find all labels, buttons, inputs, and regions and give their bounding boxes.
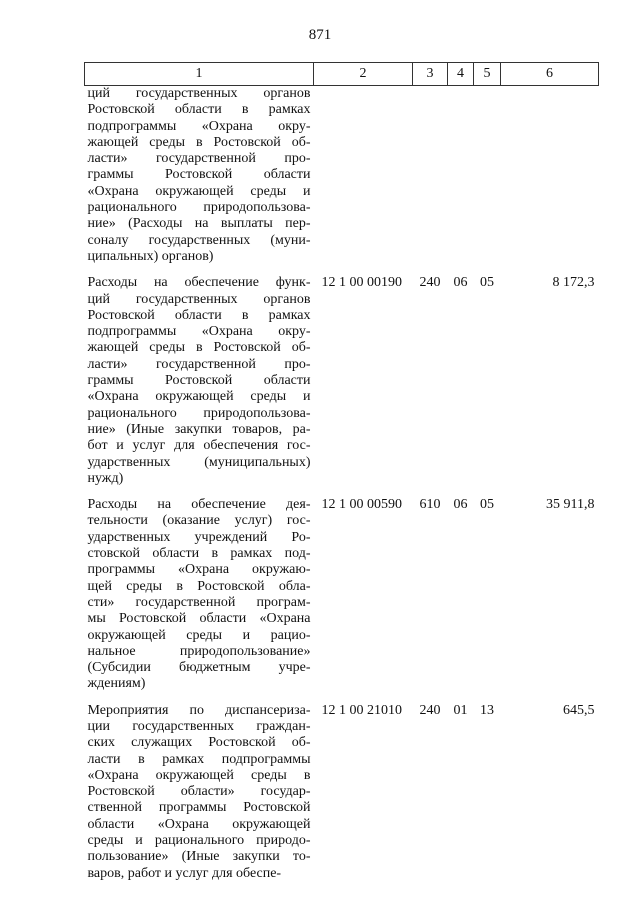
row-name-line: ственной программы Ростовской [87, 800, 311, 816]
row-pr-cell: 05 [480, 275, 494, 291]
row-name-line: ципальных) органов) [87, 248, 214, 264]
row-amount-cell [501, 86, 599, 266]
row-code-cell: 12 1 00 21010 [321, 702, 402, 718]
row-name-line: жающей среды в Ростовской об- [87, 340, 311, 356]
row-rz-cell: 01 [453, 702, 468, 718]
row-name-line: ударственных учреждений Ро- [87, 529, 311, 545]
row-name-line: рационального природопользова- [87, 405, 311, 421]
row-name-line: ласти» государственной про- [87, 356, 311, 372]
row-name-cell [85, 693, 314, 882]
row-name-line: нужд) [87, 470, 124, 486]
row-name-line: программы «Охрана окружаю- [87, 562, 311, 578]
row-rz-cell [448, 86, 474, 266]
row-name-line: «Охрана окружающей среды и [87, 389, 311, 405]
header-col-1: 1 [85, 63, 314, 86]
header-row [85, 63, 599, 86]
row-amount-cell: 645,5 [563, 702, 595, 718]
budget-table [84, 62, 599, 882]
row-name-line: ции государственных граждан- [87, 718, 311, 734]
page-number: 871 [308, 27, 332, 43]
row-name-line: ласти в рамках подпрограммы [87, 751, 311, 767]
row-name-line: ских служащих Ростовской об- [87, 735, 311, 751]
table-body [85, 86, 599, 882]
row-name-line: (Субсидии бюджетным учре- [87, 660, 311, 676]
row-name-line: ласти» государственной про- [87, 151, 311, 167]
row-vr-cell: 240 [419, 275, 441, 291]
row-amount-cell: 35 911,8 [546, 497, 595, 513]
row-code-cell [314, 86, 413, 266]
table-row [85, 265, 599, 487]
row-amount-cell: 8 172,3 [552, 275, 595, 291]
row-name-line: подпрограммы «Охрана окру- [87, 324, 311, 340]
row-rz-cell: 06 [453, 275, 468, 291]
row-name-line: соналу государственных (муни- [87, 232, 311, 248]
row-name-line: варов, работ и услуг для обеспе- [87, 865, 282, 881]
row-name-line: жающей среды в Ростовской об- [87, 134, 311, 150]
row-code-cell: 12 1 00 00190 [321, 275, 402, 291]
row-name-line: ждениям) [87, 676, 146, 692]
header-col-2: 2 [314, 63, 413, 86]
row-name-line: области «Охрана окружающей [87, 816, 311, 832]
row-rz-cell: 06 [453, 497, 468, 513]
header-col-4: 4 [448, 63, 474, 86]
row-name-line: Ростовской области в рамках [87, 307, 311, 323]
row-name-line: ударственных (муниципальных) [87, 454, 311, 470]
row-name-line: Расходы на обеспечение дея- [87, 497, 311, 513]
row-name-line: Ростовской области» государ- [87, 784, 311, 800]
row-name-line: пользование» (Иные закупки то- [87, 849, 311, 865]
row-name-line: окружающей среды и рацио- [87, 627, 311, 643]
row-name-line: ций государственных органов [87, 291, 311, 307]
row-pr-cell [474, 86, 501, 266]
row-name-line: ние» (Расходы на выплаты пер- [87, 216, 311, 232]
header-col-6: 6 [501, 63, 599, 86]
row-name-line: мы Ростовской области «Охрана [87, 611, 311, 627]
row-name-cell [85, 265, 314, 487]
row-pr-cell: 13 [480, 702, 494, 718]
row-name-line: «Охрана окружающей среды в [87, 767, 311, 783]
row-code-cell: 12 1 00 00590 [321, 497, 402, 513]
row-name-line: Мероприятия по диспансериза- [87, 702, 311, 718]
row-name-line: бот и услуг для обеспечения гос- [87, 438, 311, 454]
row-name-line: граммы Ростовской области [87, 167, 311, 183]
row-name-line: граммы Ростовской области [87, 373, 311, 389]
row-vr-cell [413, 86, 448, 266]
row-name-line: «Охрана окружающей среды и [87, 183, 311, 199]
row-vr-cell: 240 [419, 702, 441, 718]
row-name-line: ций государственных органов [87, 86, 311, 101]
row-name-line: стовской области в рамках под- [87, 546, 311, 562]
row-name-line: ние» (Иные закупки товаров, ра- [87, 421, 311, 437]
row-name-line: подпрограммы «Охрана окру- [87, 118, 311, 134]
row-vr-cell: 610 [419, 497, 441, 513]
row-name-line: среды и рационального природо- [87, 833, 311, 849]
row-name-line: Ростовской области в рамках [87, 102, 311, 118]
row-name-line: щей среды в Ростовской обла- [87, 578, 311, 594]
table-row [85, 86, 599, 266]
row-name-cell [85, 487, 314, 693]
table-header [85, 63, 599, 86]
row-name-line: нальное природопользование» [87, 643, 311, 659]
row-name-cell [85, 86, 314, 266]
row-name-line: сти» государственной програм- [87, 594, 311, 610]
row-name-line: рационального природопользова- [87, 200, 311, 216]
table-row [85, 487, 599, 693]
row-name-line: тельности (оказание услуг) гос- [87, 513, 311, 529]
row-name-line: Расходы на обеспечение функ- [87, 275, 311, 291]
table-row [85, 693, 599, 882]
row-pr-cell: 05 [480, 497, 494, 513]
header-col-5: 5 [474, 63, 501, 86]
header-col-3: 3 [413, 63, 448, 86]
